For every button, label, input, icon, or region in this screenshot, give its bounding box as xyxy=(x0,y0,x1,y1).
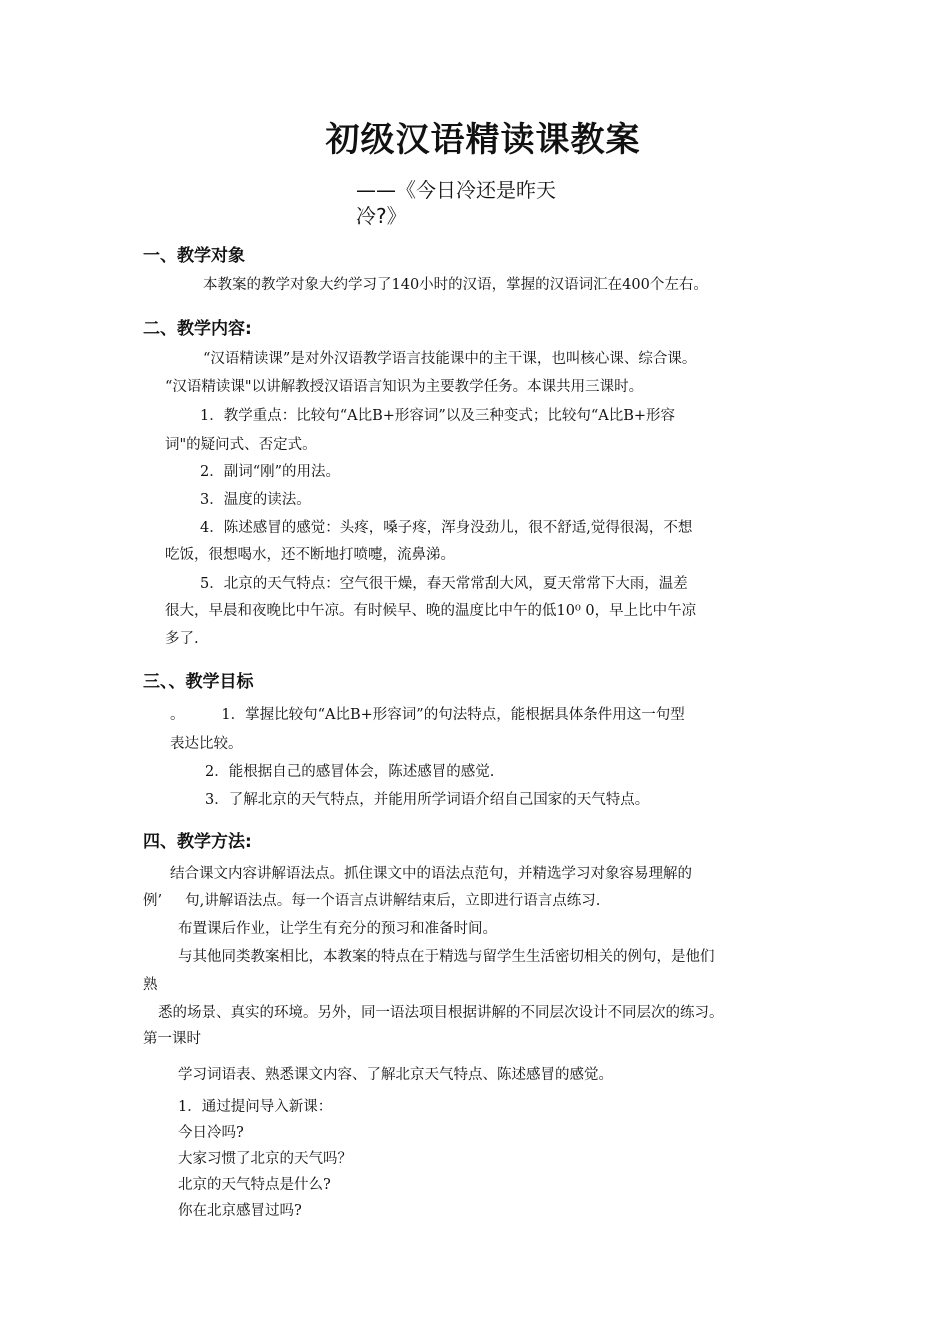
lesson-heading-first-period: 第一课时 xyxy=(143,1031,201,1047)
section-line: 布置课后作业，让学生有充分的预习和准备时间。 xyxy=(178,921,497,937)
section-line: 本教案的教学对象大约学习了140小时的汉语，掌握的汉语词汇在400个左右。 xyxy=(203,277,708,293)
document-subtitle-line2: 冷?》 xyxy=(356,204,407,228)
section-line: 5．北京的天气特点：空气很干燥，春天常常刮大风，夏天常常下大雨，温差 xyxy=(200,576,688,592)
section-heading-teaching-target: 一、教学对象 xyxy=(143,246,245,266)
section-line: 3．温度的读法。 xyxy=(200,492,311,508)
section-line: “汉语精读课”是对外汉语教学语言技能课中的主干课，也叫核心课、综合课。 xyxy=(203,351,697,367)
section-heading-teaching-content: 二、教学内容: xyxy=(143,319,252,339)
section-line: “汉语精读课"以讲解教授汉语语言知识为主要教学任务。本课共用三课时。 xyxy=(165,379,644,395)
section-line: 4．陈述感冒的感觉：头疼，嗓子疼，浑身没劲儿，很不舒适,觉得很渴，不想 xyxy=(200,520,693,536)
document-title: 初级汉语精读课教案 xyxy=(325,120,641,160)
section-line: 。 1．掌握比较句“A比B+形容词”的句法特点，能根据具体条件用这一句型 xyxy=(170,707,685,723)
section-line: 3．了解北京的天气特点，并能用所学词语介绍自己国家的天气特点。 xyxy=(205,792,650,808)
section-line: 吃饭，很想喝水，还不断地打喷嚏，流鼻涕。 xyxy=(165,547,455,563)
section-line: 2．能根据自己的感冒体会，陈述感冒的感觉. xyxy=(205,764,495,780)
section-line: 学习词语表、熟悉课文内容、了解北京天气特点、陈述感冒的感觉。 xyxy=(178,1067,613,1083)
section-heading-teaching-methods: 四、教学方法: xyxy=(143,832,252,852)
question-line: 北京的天气特点是什么? xyxy=(178,1177,331,1193)
document-subtitle-line1: ——《今日冷还是昨天 xyxy=(356,178,556,202)
section-line: 结合课文内容讲解语法点。抓住课文中的语法点范句，并精选学习对象容易理解的 xyxy=(170,866,692,882)
section-line: 词"的疑问式、否定式。 xyxy=(165,437,317,453)
section-line: 与其他同类教案相比，本教案的特点在于精选与留学生生活密切相关的例句，是他们 xyxy=(178,949,715,965)
question-line: 大家习惯了北京的天气吗？ xyxy=(178,1151,352,1167)
section-line: 很大，早晨和夜晚比中午凉。有时候早、晚的温度比中午的低10⁰ 0，早上比中午凉 xyxy=(165,603,697,619)
section-line: 熟 xyxy=(143,977,158,993)
section-line: 多了. xyxy=(165,631,199,647)
section-line: 例’ 句,讲解语法点。每一个语言点讲解结束后，立即进行语言点练习. xyxy=(143,893,601,909)
section-line: 表达比较。 xyxy=(170,736,243,752)
section-line: 1．教学重点：比较句“A比B+形容词”以及三种变式；比较句“A比B+形容 xyxy=(200,408,676,424)
section-line: 1．通过提问导入新课： xyxy=(178,1099,333,1115)
question-line: 今日冷吗? xyxy=(178,1125,244,1141)
section-heading-teaching-goals: 三、、教学目标 xyxy=(143,672,254,692)
section-line: 悉的场景、真实的环境。另外，同一语法项目根据讲解的不同层次设计不同层次的练习。 xyxy=(158,1005,724,1021)
question-line: 你在北京感冒过吗? xyxy=(178,1203,302,1219)
section-line: 2．副词“刚”的用法。 xyxy=(200,464,341,480)
